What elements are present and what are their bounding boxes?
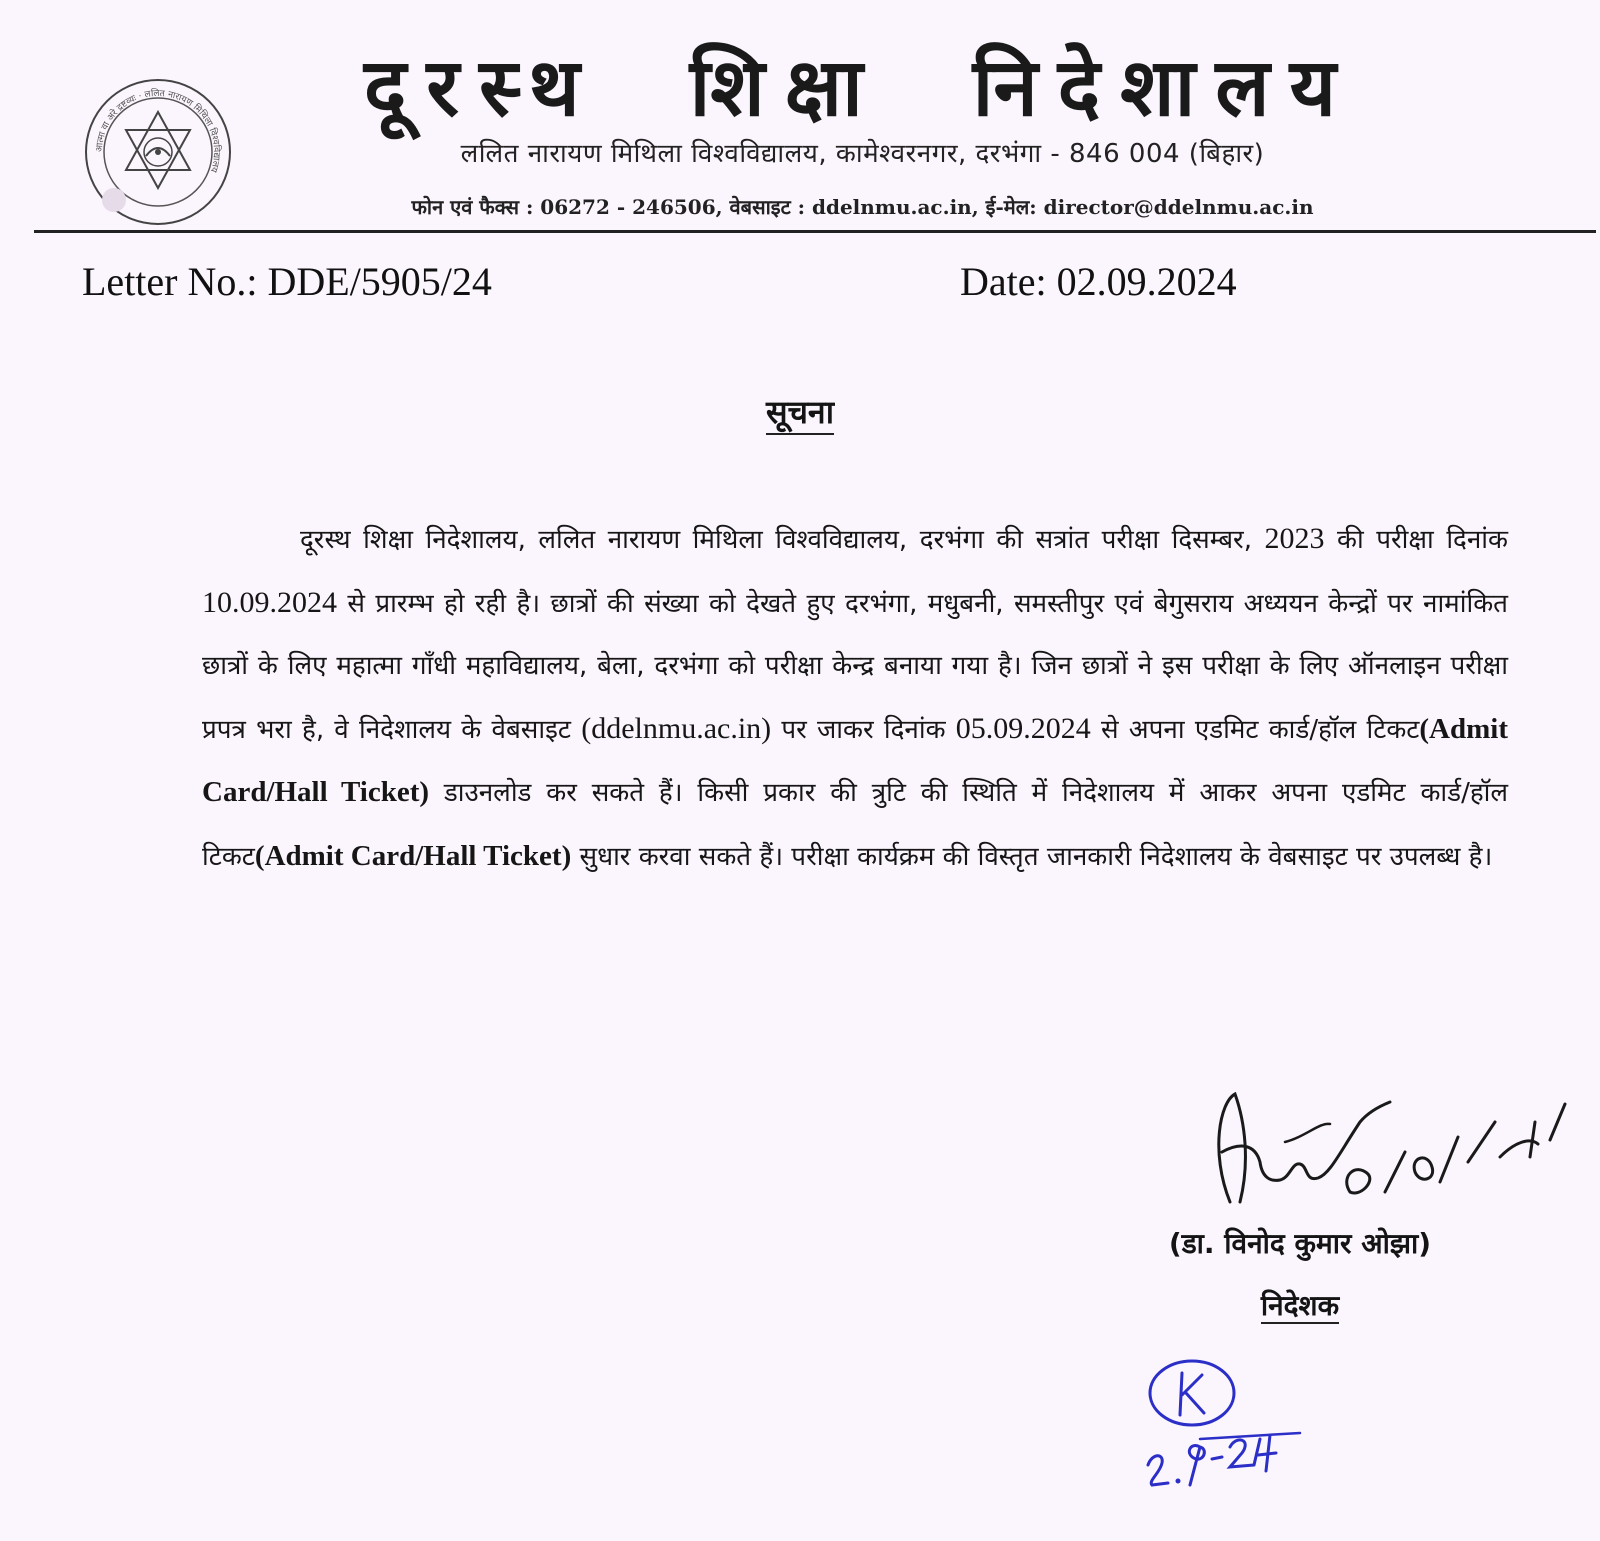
seal-text: आत्मा वा अरे द्रष्टव्यः · ललित नारायण मिथिला विश्वविद्यालय: [94, 88, 222, 174]
institution-contact: फोन एवं फैक्स : 06272 - 246506, वेबसाइट : ddelnmu.ac.in, ई-मेल: director@ddelnmu.ac.in: [411, 195, 1314, 219]
body-admit-card-2: (Admit Card/Hall Ticket): [254, 839, 572, 872]
body-text-2: की परीक्षा दिनांक: [1324, 525, 1508, 555]
letter-date: Date: 02.09.2024: [960, 259, 1237, 304]
received-initials-stamp: [1130, 1355, 1330, 1500]
body-admit-card-1: (Admit Card/Hall Ticket): [202, 712, 1508, 808]
body-year: 2023: [1264, 522, 1325, 555]
body-exam-date: 10.09.2024: [202, 585, 337, 619]
institution-address: ललित नारायण मिथिला विश्वविद्यालय, कामेश्वरनगर, दरभंगा - 846 004 (बिहार): [460, 139, 1265, 169]
notice-title-text: सूचना: [766, 393, 834, 435]
body-download-date: 05.09.2024: [955, 711, 1091, 745]
body-website: (ddelnmu.ac.in): [581, 711, 772, 745]
body-text-3: से प्रारम्भ हो रही है। छात्रों की संख्या को देखते हुए दरभंगा, मधुबनी, समस्तीपुर एवं बेगुसराय अध्ययन केन्द्रों पर नामांकित छात्रों के लिए महात्मा गाँधी महाविद्यालय, बेला, दरभंगा को परीक्षा केन्द्र बनाया गया है। जिन छात्रों ने इस परीक्षा के लिए ऑनलाइन परीक्षा प्रपत्र भरा है, वे निदेशालय के वेबसाइट: [202, 588, 1508, 745]
letter-number: Letter No.: DDE/5905/24: [82, 259, 492, 304]
signatory-name: (डा. विनोद कुमार ओझा): [1168, 1227, 1432, 1260]
institution-name: दूरस्थ शिक्षा निदेशालय: [363, 41, 1357, 134]
signatory-title-text: निदेशक: [1260, 1289, 1340, 1322]
signatory-title: [1130, 1284, 1470, 1328]
body-text-4: पर जाकर दिनांक: [771, 714, 956, 745]
body-text-7: सुधार करवा सकते हैं। परीक्षा कार्यक्रम की विस्तृत जानकारी निदेशालय के वेबसाइट पर उपलब्ध है।: [571, 841, 1493, 872]
body-text-6: डाउनलोड कर सकते हैं। किसी प्रकार की त्रुटि की स्थिति में निदेशालय में आकर अपना एडमिट कार्ड/हॉल टिकट: [202, 778, 1508, 872]
notice-title: [0, 388, 1600, 436]
header-divider: [34, 230, 1596, 233]
body-text-5: से अपना एडमिट कार्ड/हॉल टिकट: [1090, 714, 1420, 745]
director-signature: [1200, 1082, 1580, 1232]
notice-body: [202, 508, 1508, 888]
body-text-1: दूरस्थ शिक्षा निदेशालय, ललित नारायण मिथिला विश्वविद्यालय, दरभंगा की सत्रांत परीक्षा दिसम्बर,: [300, 525, 1265, 555]
university-seal-logo: [82, 76, 234, 228]
